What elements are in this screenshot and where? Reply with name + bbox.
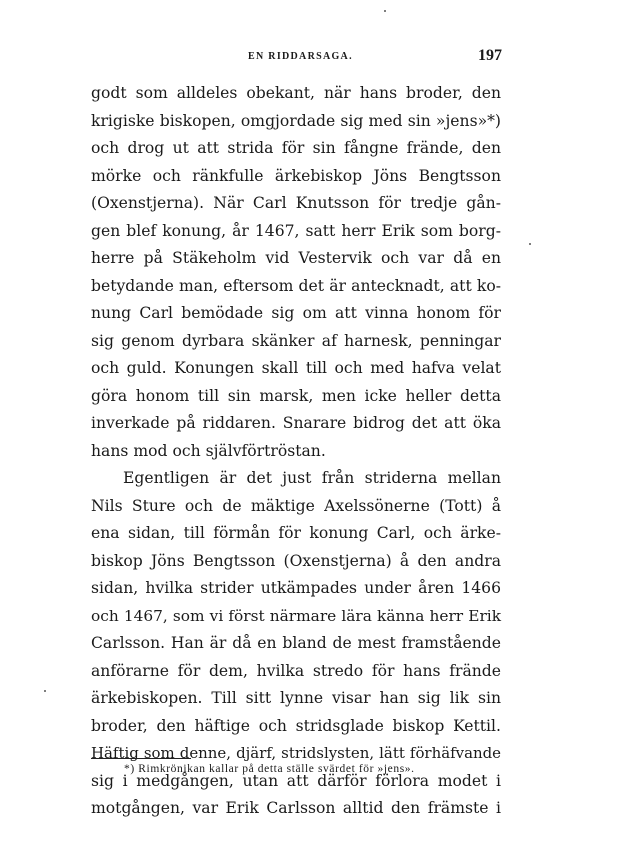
text-line: Carlsson. Han är då en bland de mest framstående	[91, 634, 501, 652]
scan-speck	[44, 690, 46, 692]
text-line: och 1467, som vi först närmare lära känna herr Erik	[91, 606, 501, 625]
scan-speck	[529, 243, 531, 245]
page-number: 197	[478, 47, 502, 64]
text-line: mörke och ränkfulle ärkebiskop Jöns Bengtsson	[91, 166, 501, 185]
footnote-rule	[91, 758, 191, 759]
text-line: Egentligen är det just från striderna mellan	[123, 469, 501, 487]
text-line: betydande man, eftersom det är antecknadt, att ko-	[91, 276, 501, 295]
running-head	[0, 47, 627, 67]
body-text	[91, 80, 501, 823]
text-line: godt som alldeles obekant, när hans broder, den	[91, 84, 501, 102]
text-line: göra honom till sin marsk, men icke heller detta	[91, 386, 501, 405]
text-line: anförarne för dem, hvilka stredo för hans frände	[91, 661, 501, 680]
running-title: EN RIDDARSAGA.	[248, 51, 353, 62]
text-line: herre på Stäkeholm vid Vestervik och var då en	[91, 249, 501, 267]
footnote: *) Rimkrönikan kallar på detta ställe svärdet för »jens».	[124, 763, 415, 775]
text-line: sig i medgången, utan att därför förlora modet i	[91, 771, 501, 790]
paragraph-1	[91, 80, 501, 465]
text-line: Häftig som denne, djärf, stridslysten, lätt förhäfvande	[91, 744, 501, 762]
text-line: inverkade på riddaren. Snarare bidrog det att öka	[91, 414, 501, 432]
text-line: motgången, var Erik Carlsson alltid den främste i	[91, 799, 501, 817]
text-line: hans mod och självförtröstan.	[91, 441, 326, 460]
scan-speck	[384, 10, 386, 12]
text-line: nung Carl bemödade sig om att vinna honom för	[91, 304, 501, 322]
text-line: krigiske biskopen, omgjordade sig med sin »jens»*)	[91, 111, 501, 130]
text-line: sidan, hvilka strider utkämpades under åren 1466	[91, 579, 501, 597]
text-line: Nils Sture och de mäktige Axelssönerne (Tott) å	[91, 496, 501, 515]
text-line: biskop Jöns Bengtsson (Oxenstjerna) å den andra	[91, 551, 501, 570]
text-line: gen blef konung, år 1467, satt herr Erik som borg-	[91, 221, 501, 240]
text-line: ena sidan, till förmån för konung Carl, och ärke-	[91, 524, 501, 542]
text-line: och drog ut att strida för sin fångne frände, den	[91, 139, 501, 157]
text-line: broder, den häftige och stridsglade biskop Kettil.	[91, 716, 501, 735]
text-line: och guld. Konungen skall till och med hafva velat	[91, 359, 501, 377]
text-line: ärkebiskopen. Till sitt lynne visar han sig lik sin	[91, 689, 501, 707]
text-line: sig genom dyrbara skänker af harnesk, penningar	[91, 331, 501, 350]
text-line: (Oxenstjerna). När Carl Knutsson för tredje gån-	[91, 194, 501, 212]
